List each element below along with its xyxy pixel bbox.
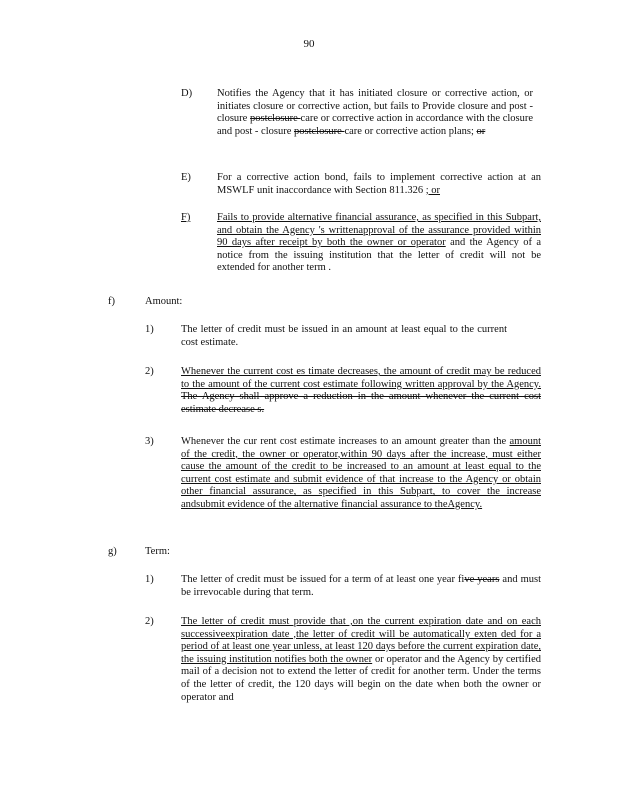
text-f-1: and the Agency of a notice from the issuing institution that the letter of credit will not be extended for another term . (217, 237, 541, 274)
item-label-e: E) (181, 172, 191, 183)
paragraph-f1 (181, 324, 507, 349)
text-d-3: care or corrective action plans; (344, 125, 477, 137)
item-label-f-upper-text: F) (181, 212, 191, 223)
paragraph-g1 (181, 574, 541, 599)
item-label-g1: 1) (145, 574, 154, 585)
underline-f-1: Fails to provide alternative financial assurance, as specified in this Subpart, and obtain the Agency 's writtenapproval of the assurance provided within 90 days after receipt by both the owner or operator (217, 212, 541, 249)
page-number: 90 (303, 38, 315, 50)
item-label-f3: 3) (145, 436, 154, 447)
item-label-f1: 1) (145, 324, 154, 335)
strike-f2: The Agency shall approve a reduction in the amount whenever the current cost estimate decrease s. (181, 391, 541, 415)
text-g1-1: The letter of credit must be issued for a term of at least one year fi (181, 574, 465, 585)
strike-d-1: postclosure (250, 113, 301, 125)
strike-d-2: postclosure (293, 125, 345, 137)
underline-f2: Whenever the current cost es timate decreases, the amount of credit may be reduced to the amount of the current cost estimate following written approval by the Agency. (181, 366, 541, 390)
text-d-1: Notifies the Agency that it has initiated closure or corrective action, or initiates closure or corrective action, but fails to Provide closure and post - closure (217, 88, 533, 125)
underline-e-1: ; or (425, 184, 440, 196)
section-label-g: g) (108, 546, 117, 557)
text-g2: or operator and the Agency by certified mail of a decision not to extend the letter of credit for another term. Under the terms of the letter of credit, the 120 days will begin on the date when both the owner or operator and (181, 653, 541, 703)
item-label-g2: 2) (145, 616, 154, 627)
section-label-f: f) (108, 296, 115, 307)
text-d-2: care or corrective action in accordance with the closure and post - closure (217, 113, 534, 137)
item-label-f2: 2) (145, 366, 154, 377)
paragraph-d (217, 88, 533, 138)
section-heading-amount: Amount: (145, 296, 183, 307)
item-label-f-upper (181, 212, 190, 225)
text-g1-2: and must be irrevocable during that term. (181, 574, 541, 598)
paragraph-f2 (181, 366, 541, 416)
text-f3: Whenever the cur rent cost estimate increases to an amount greater than the (181, 436, 510, 447)
section-heading-term: Term: (145, 546, 170, 557)
paragraph-e (217, 172, 541, 197)
underline-f3: amount of the credit, the owner or operator,within 90 days after the increase, must either cause the amount of the credit to be increased to an amount at least equal to the current cost estimate and submit evidence of that increase to the Agency or obtain other financial assurance, as specified in this Subpart, to cover the increase andsubmit evidence of the alternative financial assurance to theAgency. (181, 436, 541, 510)
item-label-d: D) (181, 88, 193, 99)
paragraph-g2 (181, 616, 541, 704)
underline-g2: The letter of credit must provide that ,on the current expiration date and on each successiveexpiration date ,the letter of credit will be automatically exten ded for a period of at least one year unless, at least 120 days before the current expiration date, the issuing institution notifies both the owner (181, 616, 541, 665)
strike-d-3: or (476, 125, 486, 137)
paragraph-f3 (181, 436, 541, 512)
paragraph-f-upper (217, 212, 541, 275)
text-e-1: For a corrective action bond, fails to implement corrective action at an MSWLF unit inaccordance with Section 811.326 (217, 172, 541, 196)
text-f1: The letter of credit must be issued in an amount at least equal to the current cost estimate. (181, 324, 507, 348)
strike-g1: ve years (464, 574, 500, 585)
